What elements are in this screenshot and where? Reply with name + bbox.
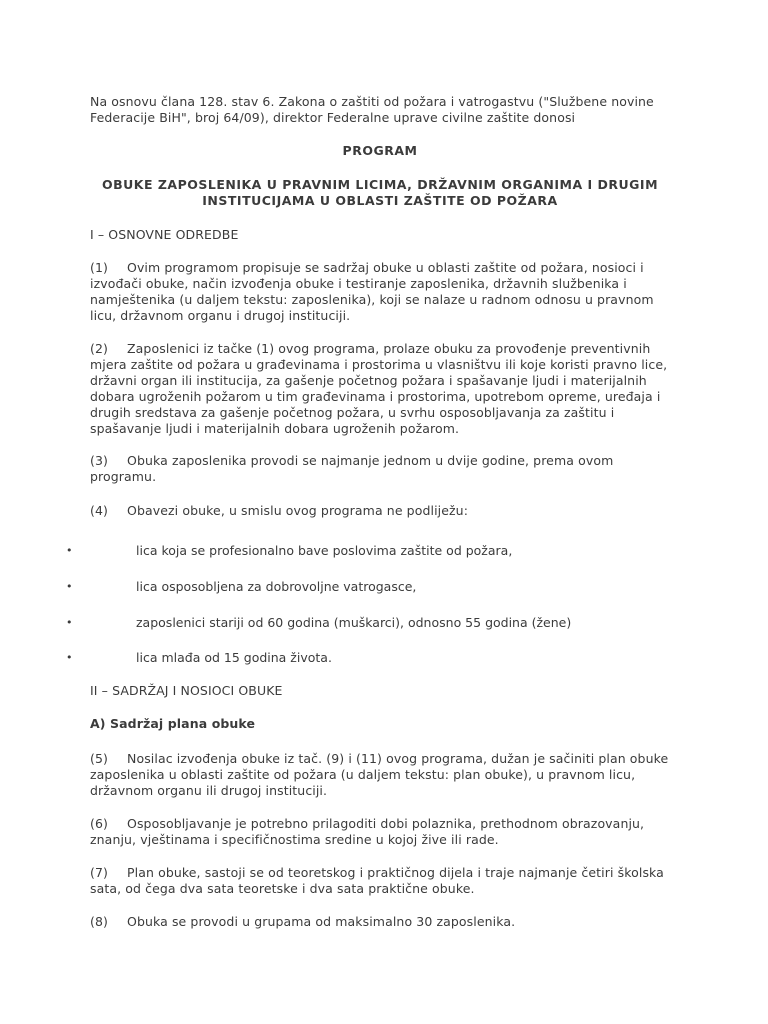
article-4 xyxy=(90,503,670,519)
article-3 xyxy=(90,453,670,485)
list-item: lica osposobljena za dobrovoljne vatrogasce, xyxy=(136,579,417,594)
article-text: Nosilac izvođenja obuke iz tač. (9) i (11) ovog programa, dužan je sačiniti plan obuke zaposlenika u oblasti zaštite od požara (u daljem tekstu: plan obuke), u pravnom licu, državnom organu ili drugoj instituciji. xyxy=(90,751,669,798)
article-5 xyxy=(90,751,670,799)
article-number: (3) xyxy=(90,453,109,468)
document-title: PROGRAM xyxy=(342,143,418,158)
article-6 xyxy=(90,816,670,848)
article-number: (7) xyxy=(90,865,109,880)
section-heading-1: I – OSNOVNE ODREDBE xyxy=(90,227,239,242)
article-text: Osposobljavanje je potrebno prilagoditi dobi polaznika, prethodnom obrazovanju, znanju, vještinama i specifičnostima sredine u kojoj žive ili rade. xyxy=(90,816,645,847)
article-7 xyxy=(90,865,670,897)
article-number: (2) xyxy=(90,341,109,356)
subsection-heading-a: A) Sadržaj plana obuke xyxy=(90,716,256,731)
list-item: zaposlenici stariji od 60 godina (muškarci), odnosno 55 godina (žene) xyxy=(136,615,572,630)
article-number: (1) xyxy=(90,260,109,275)
bullet-icon: • xyxy=(66,616,73,629)
article-number: (5) xyxy=(90,751,109,766)
bullet-icon: • xyxy=(66,544,73,557)
article-8 xyxy=(90,914,670,930)
article-text: Zaposlenici iz tačke (1) ovog programa, prolaze obuku za provođenje preventivnih mjera zaštite od požara u građevinama i prostorima u vlasništvu ili koje koristi pravno lice, državni organ ili institucija, za gašenje početnog požara i spašavanje ljudi i materijalnih dobara ugroženih požarom u tim građevinama i prostorima, upotrebom opreme, uređaja i drugih sredstava za gašenje početnog požara, u svrhu osposobljavanja za zaštitu i spašavanje ljudi i materijalnih dobara ugroženih požarom. xyxy=(90,341,668,436)
document-subtitle: OBUKE ZAPOSLENIKA U PRAVNIM LICIMA, DRŽAVNIM ORGANIMA I DRUGIM INSTITUCIJAMA U OBLASTI ZAŠTITE OD POŽARA xyxy=(101,177,659,208)
section-heading-2: II – SADRŽAJ I NOSIOCI OBUKE xyxy=(90,683,283,698)
article-number: (6) xyxy=(90,816,109,831)
bullet-icon: • xyxy=(66,580,73,593)
article-text: Obuka se provodi u grupama od maksimalno 30 zaposlenika. xyxy=(127,914,516,929)
bullet-icon: • xyxy=(66,651,73,664)
article-number: (4) xyxy=(90,503,109,518)
list-item: lica mlađa od 15 godina života. xyxy=(136,650,332,665)
article-text: Obavezi obuke, u smislu ovog programa ne podliježu: xyxy=(127,503,469,518)
article-number: (8) xyxy=(90,914,109,929)
intro-paragraph: Na osnovu člana 128. stav 6. Zakona o zaštiti od požara i vatrogastvu ("Službene novine Federacije BiH", broj 64/09), direktor Federalne uprave civilne zaštite donosi xyxy=(90,94,654,125)
list-item: lica koja se profesionalno bave poslovima zaštite od požara, xyxy=(136,543,513,558)
article-text: Plan obuke, sastoji se od teoretskog i praktičnog dijela i traje najmanje četiri školska sata, od čega dva sata teoretske i dva sata praktične obuke. xyxy=(90,865,664,896)
article-1 xyxy=(90,260,670,324)
article-2 xyxy=(90,341,670,437)
article-text: Obuka zaposlenika provodi se najmanje jednom u dvije godine, prema ovom programu. xyxy=(90,453,614,484)
article-text: Ovim programom propisuje se sadržaj obuke u oblasti zaštite od požara, nosioci i izvođači obuke, način izvođenja obuke i testiranje zaposlenika, državnih službenika i namještenika (u daljem tekstu: zaposlenika), koji se nalaze u radnom odnosu u pravnom licu, državnom organu i drugoj instituciji. xyxy=(90,260,654,323)
